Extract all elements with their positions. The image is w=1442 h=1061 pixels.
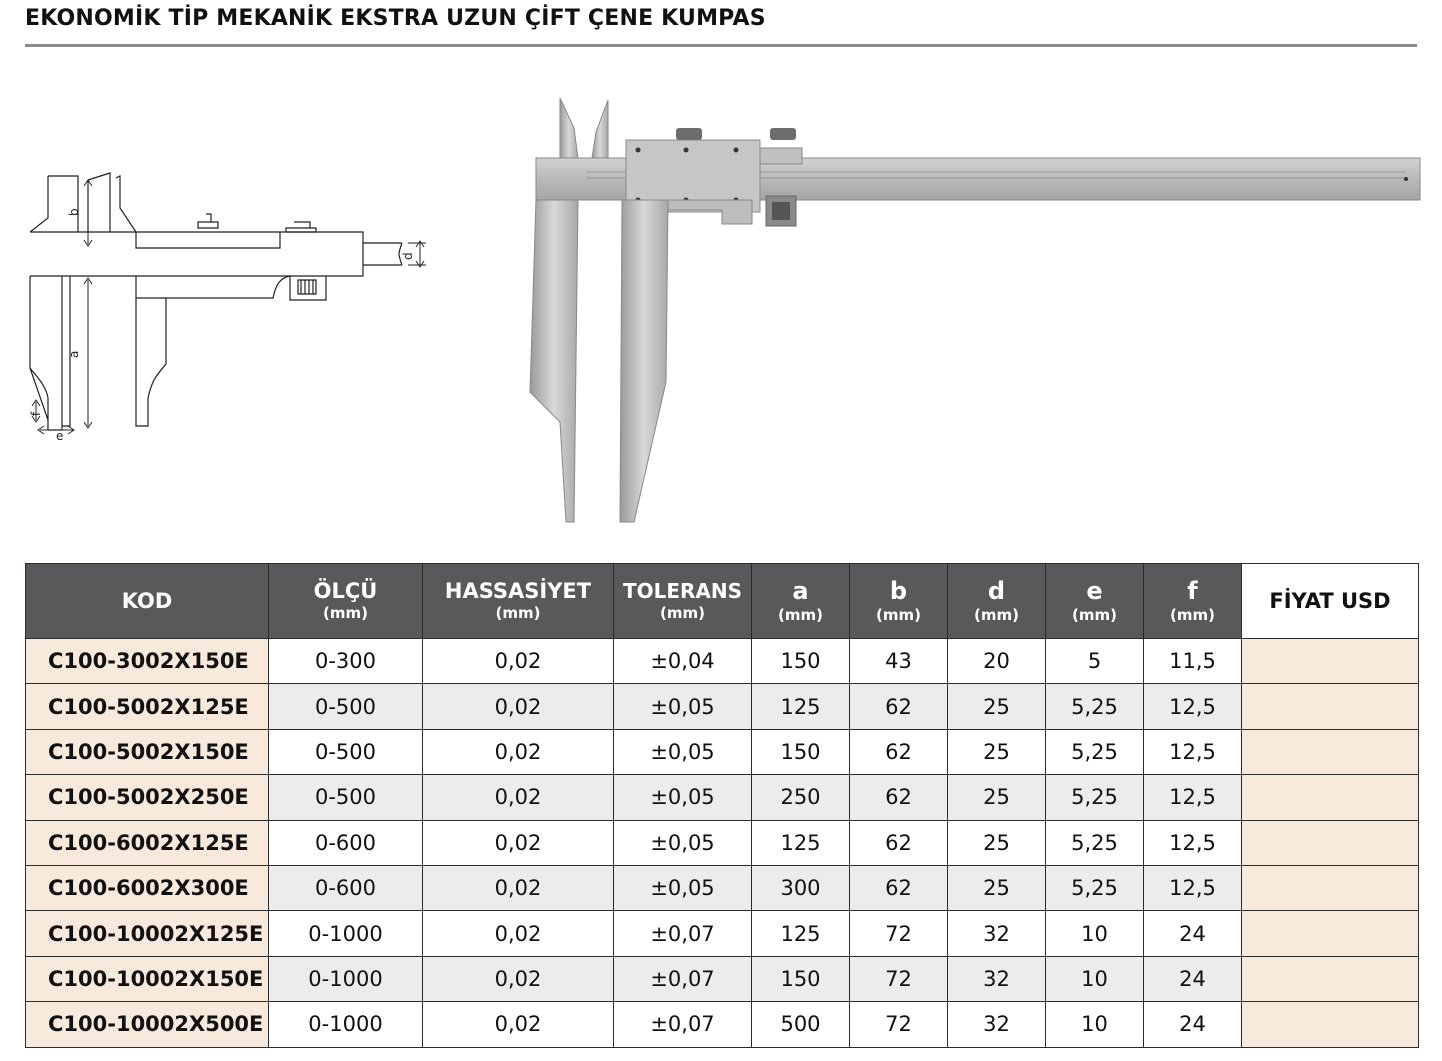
cell-b: 62 [850,775,948,820]
cell-hassasiyet: 0,02 [423,911,614,956]
header-b: b (mm) [850,564,948,639]
cell-hassasiyet: 0,02 [423,729,614,774]
cell-a: 300 [752,865,850,910]
table-row [26,820,1419,865]
cell-hassasiyet: 0,02 [423,820,614,865]
cell-hassasiyet: 0,02 [423,956,614,1001]
cell-f: 12,5 [1144,775,1242,820]
cell-e: 10 [1046,911,1144,956]
cell-f: 11,5 [1144,639,1242,684]
header-price: FİYAT USD [1242,564,1419,639]
cell-d: 25 [948,775,1046,820]
header-f: f (mm) [1144,564,1242,639]
cell-a: 500 [752,1002,850,1047]
table-header-row [26,564,1419,639]
cell-a: 125 [752,911,850,956]
cell-d: 25 [948,729,1046,774]
cell-d: 32 [948,956,1046,1001]
cell-olcu: 0-600 [269,865,423,910]
cell-a: 250 [752,775,850,820]
header-e: e (mm) [1046,564,1144,639]
cell-f: 12,5 [1144,865,1242,910]
cell-kod: C100-5002X250E [26,775,269,820]
cell-price [1242,911,1419,956]
cell-e: 5 [1046,639,1144,684]
cell-kod: C100-6002X125E [26,820,269,865]
cell-price [1242,729,1419,774]
table-row [26,729,1419,774]
cell-b: 43 [850,639,948,684]
cell-kod: C100-10002X500E [26,1002,269,1047]
caliper-dimension-diagram [18,168,438,450]
cell-e: 5,25 [1046,684,1144,729]
cell-olcu: 0-300 [269,639,423,684]
cell-b: 72 [850,911,948,956]
label-a: a [67,350,81,358]
cell-d: 20 [948,639,1046,684]
cell-kod: C100-5002X125E [26,684,269,729]
cell-b: 62 [850,820,948,865]
cell-b: 62 [850,684,948,729]
cell-price [1242,820,1419,865]
header-tolerans: TOLERANS (mm) [614,564,752,639]
table-row [26,911,1419,956]
cell-b: 72 [850,956,948,1001]
cell-b: 72 [850,1002,948,1047]
cell-hassasiyet: 0,02 [423,1002,614,1047]
cell-a: 150 [752,729,850,774]
table-row [26,1002,1419,1047]
table-row [26,956,1419,1001]
spec-table [25,563,1419,1048]
title-divider [25,44,1417,47]
header-kod: KOD [26,564,269,639]
cell-a: 150 [752,956,850,1001]
cell-tolerans: ±0,07 [614,1002,752,1047]
caliper-product-image [526,92,1422,524]
label-e: e [56,429,64,443]
cell-price [1242,1002,1419,1047]
cell-kod: C100-5002X150E [26,729,269,774]
cell-olcu: 0-1000 [269,911,423,956]
cell-f: 12,5 [1144,820,1242,865]
cell-tolerans: ±0,07 [614,911,752,956]
cell-price [1242,684,1419,729]
cell-hassasiyet: 0,02 [423,639,614,684]
cell-d: 25 [948,865,1046,910]
cell-price [1242,775,1419,820]
cell-d: 32 [948,911,1046,956]
cell-tolerans: ±0,05 [614,820,752,865]
table-row [26,775,1419,820]
cell-olcu: 0-600 [269,820,423,865]
cell-tolerans: ±0,04 [614,639,752,684]
cell-d: 25 [948,684,1046,729]
cell-kod: C100-3002X150E [26,639,269,684]
cell-e: 5,25 [1046,729,1144,774]
cell-e: 5,25 [1046,820,1144,865]
cell-tolerans: ±0,05 [614,775,752,820]
cell-a: 125 [752,684,850,729]
header-hassasiyet: HASSASİYET (mm) [423,564,614,639]
table-row [26,684,1419,729]
cell-olcu: 0-500 [269,775,423,820]
cell-tolerans: ±0,05 [614,729,752,774]
cell-b: 62 [850,865,948,910]
label-f: f [29,411,43,416]
header-d: d (mm) [948,564,1046,639]
cell-tolerans: ±0,05 [614,865,752,910]
cell-d: 32 [948,1002,1046,1047]
cell-e: 5,25 [1046,775,1144,820]
cell-e: 10 [1046,1002,1144,1047]
label-b: b [67,208,81,216]
cell-price [1242,865,1419,910]
cell-olcu: 0-500 [269,729,423,774]
cell-hassasiyet: 0,02 [423,865,614,910]
page-title: EKONOMİK TİP MEKANİK EKSTRA UZUN ÇİFT ÇENE KUMPAS [25,6,766,31]
cell-e: 10 [1046,956,1144,1001]
header-olcu: ÖLÇÜ (mm) [269,564,423,639]
table-row [26,639,1419,684]
cell-f: 24 [1144,956,1242,1001]
cell-olcu: 0-1000 [269,956,423,1001]
cell-hassasiyet: 0,02 [423,684,614,729]
cell-kod: C100-10002X150E [26,956,269,1001]
cell-kod: C100-10002X125E [26,911,269,956]
cell-price [1242,956,1419,1001]
cell-f: 24 [1144,911,1242,956]
cell-olcu: 0-1000 [269,1002,423,1047]
cell-a: 125 [752,820,850,865]
cell-b: 62 [850,729,948,774]
cell-f: 12,5 [1144,729,1242,774]
cell-tolerans: ±0,07 [614,956,752,1001]
cell-e: 5,25 [1046,865,1144,910]
cell-f: 12,5 [1144,684,1242,729]
cell-a: 150 [752,639,850,684]
cell-kod: C100-6002X300E [26,865,269,910]
cell-d: 25 [948,820,1046,865]
cell-hassasiyet: 0,02 [423,775,614,820]
cell-olcu: 0-500 [269,684,423,729]
cell-f: 24 [1144,1002,1242,1047]
cell-price [1242,639,1419,684]
label-d: d [401,252,415,260]
cell-tolerans: ±0,05 [614,684,752,729]
table-row [26,865,1419,910]
header-a: a (mm) [752,564,850,639]
